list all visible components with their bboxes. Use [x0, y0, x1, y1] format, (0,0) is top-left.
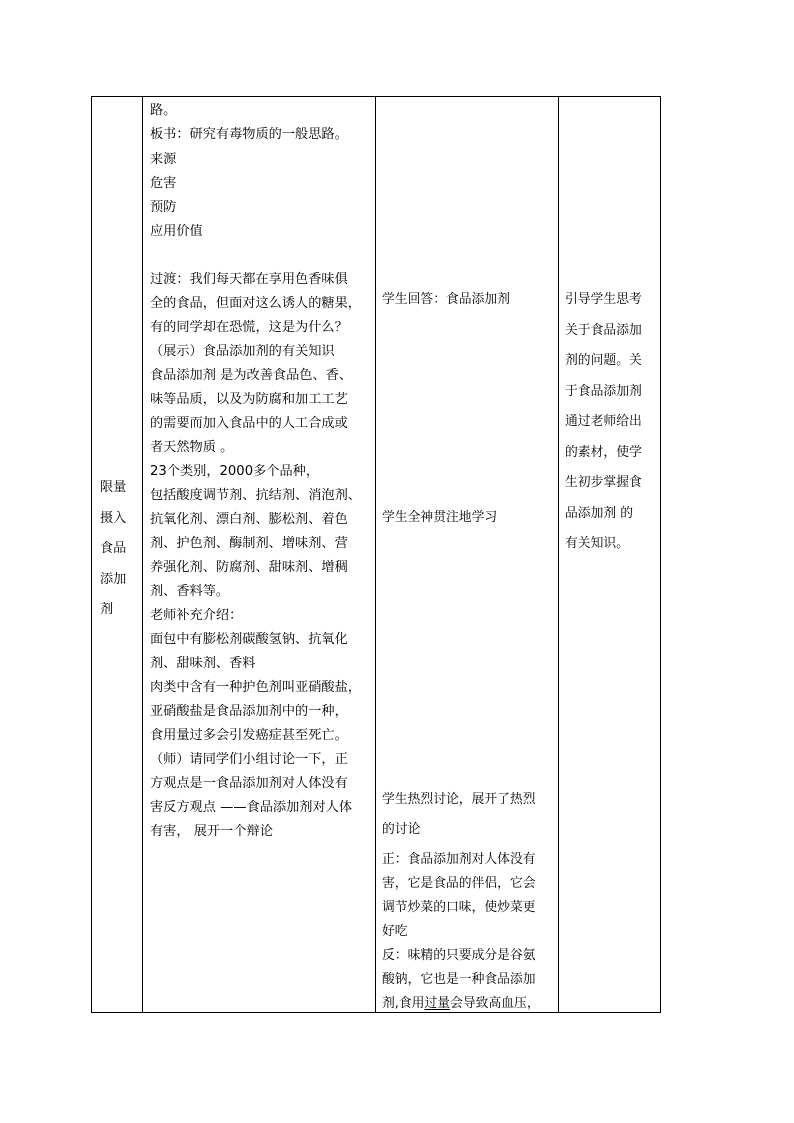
- student-answer: 学生回答：食品添加剂: [382, 292, 510, 307]
- text-line: 23个类别，2000多个品种，: [150, 464, 320, 479]
- text-line: 引导学生思考: [565, 292, 642, 307]
- text-line: （展示）食品添加剂的有关知识: [150, 344, 335, 359]
- text-line: 生初步掌握食: [565, 475, 642, 490]
- stage-label-line: 剂: [100, 602, 114, 617]
- teacher-activity-cell: [143, 97, 376, 1013]
- text-line: 有的同学却在恐慌，这是为什么？: [150, 320, 348, 335]
- text-line: 应用价值: [150, 224, 203, 239]
- text-line: 剂的问题。关: [565, 353, 642, 368]
- underlined-word: 过量: [424, 996, 451, 1011]
- text-line: 老师补充介绍：: [150, 608, 243, 623]
- text-line: 于食品添加剂: [565, 384, 642, 399]
- text-line: 全的食品，但面对这么诱人的糖果，: [150, 296, 361, 311]
- stage-label-line: 摄入: [100, 511, 127, 526]
- text-line: 通过老师给出: [565, 414, 642, 429]
- text-line: 味等品质，以及为防腐和加工工艺: [150, 392, 348, 407]
- text-line: 害反方观点 ——食品添加剂对人体: [150, 800, 353, 815]
- stage-label-line: 食品: [100, 541, 127, 556]
- text-line: 来源: [150, 152, 177, 167]
- text-line: 反：味精的只要成分是谷氨: [382, 948, 536, 963]
- text-line: 的讨论: [382, 822, 421, 837]
- text-line: 剂、护色剂、酶制剂、增味剂、营: [150, 536, 348, 551]
- text-line: （师）请同学们小组讨论一下，正: [150, 752, 348, 767]
- text-line: 有关知识。: [565, 536, 629, 551]
- text-line: 板书：研究有毒物质的一般思路。: [150, 127, 348, 142]
- lesson-plan-table: [91, 96, 661, 1013]
- design-intent-cell: [559, 97, 661, 1013]
- con-line-end: 会导致高血压，: [450, 996, 540, 1011]
- text-line: 包括酸度调节剂、抗结剂、消泡剂、: [150, 488, 361, 503]
- text-line: 正：食品添加剂对人体没有: [382, 852, 536, 867]
- stage-label-line: 限量: [100, 480, 127, 495]
- text-line: 预防: [150, 200, 177, 215]
- text-line: 害，它是食品的伴侣，它会: [382, 876, 536, 891]
- text-line: 者天然物质 。: [150, 440, 234, 455]
- text-line: 面包中有膨松剂碳酸氢钠、抗氧化: [150, 632, 348, 647]
- text-line: 亚硝酸盐是食品添加剂中的一种，: [150, 704, 348, 719]
- text-line: 剂、香料等。: [150, 584, 230, 599]
- text-line: 抗氧化剂、漂白剂、膨松剂、着色: [150, 512, 348, 527]
- text-line: 肉类中含有一种护色剂叫亚硝酸盐，: [150, 680, 361, 695]
- text-line: 学生热烈讨论，展开了热烈: [382, 792, 536, 807]
- text-line: 养强化剂、防腐剂、甜味剂、增稠: [150, 560, 348, 575]
- text-line: 食用量过多会引发癌症甚至死亡。: [150, 728, 348, 743]
- text-line: 方观点是一食品添加剂对人体没有: [150, 776, 348, 791]
- text-line: 品添加剂 的: [565, 506, 634, 521]
- text-line: 的需要而加入食品中的人工合成或: [150, 416, 348, 431]
- text-line: 的素材，使学: [565, 445, 642, 460]
- con-line-start: 剂,食用: [382, 996, 425, 1011]
- text-line: 好吃: [382, 924, 408, 939]
- text-line: 有害， 展开一个辩论: [150, 824, 273, 839]
- student-focus: 学生全神贯注地学习: [382, 510, 498, 525]
- text-line: 危害: [150, 176, 177, 191]
- stage-cell: [92, 97, 143, 1013]
- text-line: 路。: [150, 103, 177, 118]
- text-line: 关于食品添加: [565, 323, 642, 338]
- table-row: [92, 97, 661, 1013]
- text-line: 过渡：我们每天都在享用色香味俱: [150, 272, 348, 287]
- text-line: 剂、甜味剂、香料: [150, 656, 256, 671]
- text-line: 酸钠，它也是一种食品添加: [382, 972, 536, 987]
- text-line: 调节炒菜的口味，使炒菜更: [382, 900, 536, 915]
- text-line: [382, 995, 540, 1013]
- text-line: 食品添加剂 是为改善食品色、香、: [150, 368, 353, 383]
- stage-label-line: 添加: [100, 572, 127, 587]
- student-activity-cell: [376, 97, 559, 1013]
